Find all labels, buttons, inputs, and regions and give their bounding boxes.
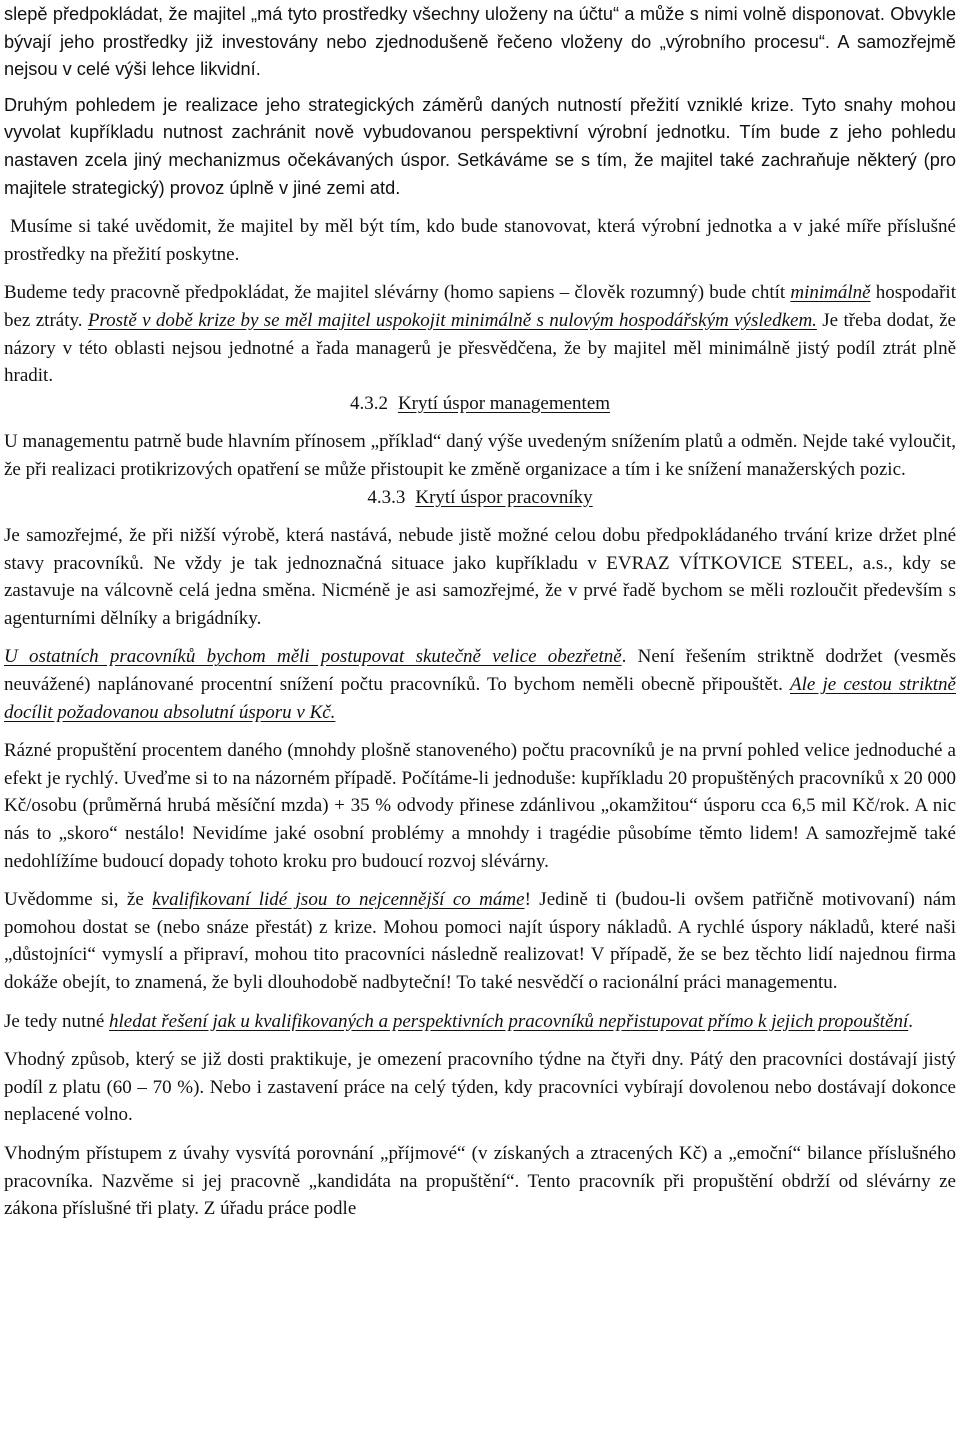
text-run: Je tedy nutné — [4, 1010, 110, 1032]
section-number: 4.3.2 — [349, 392, 388, 414]
paragraph-intro-continuation: slepě předpokládat, že majitel „má tyto prostředky všechny uloženy na účtu“ a může s nimi volně disponovat. Obvykle bývají jeho prostředky již investovány nebo zjednodušeně řečeno vloženy do „výrobního procesu“. A samozřejmě nejsou v celé výši lehce likvidní. — [4, 4, 956, 80]
text-run: ! Jedině ti (budou-li ovšem patřičně motivovaní) nám pomohou dostat se (nebo snáze přestát) z krize. Mohou pomoci najít úspory nákladů. A rychlé úspory nákladů, které naši „důstojníci“ vymyslí a připraví, mohou tito pracovníci následně realizovat! V případě, že se bez těchto lidí najednou firma dokáže obejít, to znamená, že byli dlouhodobě nadbyteční! To také nesvědčí o racionální práci managementu. — [4, 889, 957, 993]
text-run: Je třeba dodat, že názory v této oblasti nejsou jednotné a řada managerů je přesvědčena, že by majitel měl minimálně jistý podíl ztrát plně hradit. — [4, 309, 956, 387]
text-run: Budeme tedy pracovně předpokládat, že majitel slévárny (homo sapiens – člověk rozumný) bude chtít — [4, 282, 791, 304]
section-title: Krytí úspor managementem — [397, 392, 611, 414]
section-heading-4-3-2 — [4, 390, 956, 418]
section-title: Krytí úspor pracovníky — [415, 486, 593, 508]
emphasis-minimalne: minimálně — [790, 282, 871, 304]
paragraph-workforce-reduction: Je samozřejmé, že při nižší výrobě, která nastává, nebude jistě možné celou dobu předpokládaného trvání krize držet plné stavy pracovníků. Ne vždy je tak jednoznačná situace jako kupříkladu v EVRAZ VÍTKOVICE STEEL, a.s., kdy se zastavuje na válcovně celá jedna směna. Nicméně je asi samozřejmé, že v prvé řadě bychom se měli rozloučit především s agenturními dělníky a brigádníky. — [4, 525, 956, 629]
section-heading-4-3-3 — [4, 484, 956, 512]
paragraph-income-balance: Vhodným přístupem z úvahy vysvítá porovnání „příjmové“ (v získaných a ztracených Kč) a „emoční“ bilance příslušného pracovníka. Nazvěme si jej pracovně „kandidáta na propuštění“. Tento pracovník při propuštění obdrží od slévárny ze zákona příslušné tři platy. Z úřadu práce podle — [4, 1142, 956, 1220]
emphasis-qualified-people: kvalifikovaní lidé jsou to nejcennější co máme — [152, 889, 525, 911]
paragraph-management: U managementu patrně bude hlavním přínosem „příklad“ daný výše uvedeným snížením platů a odměn. Nejde také vyloučit, že při realizaci protikrizových opatření se může přistoupit ke změně organizace a tím i ke snížení manažerských pozic. — [4, 431, 956, 480]
paragraph-qualified-people — [4, 886, 956, 996]
emphasis-owner-result: Prostě v době krize by se měl majitel uspokojit minimálně s nulovým hospodářským výsledkem. — [87, 309, 817, 331]
text-run: Uvědomme si, že — [4, 889, 153, 911]
emphasis-careful: U ostatních pracovníků bychom měli postupovat skutečně velice obezřetně — [4, 646, 622, 668]
section-number: 4.3.3 — [367, 486, 406, 508]
text-run: . Není řešením striktně dodržet (vesměs neuvážené) naplánované procentní snížení počtu pracovníků. To bychom neměli obecně připouštět. — [4, 646, 956, 696]
emphasis-seek-solution: hledat řešení jak u kvalifikovaných a perspektivních pracovníků nepřistupovat přímo k jejich propouštění — [109, 1010, 909, 1032]
text-run: hospodařit bez ztráty. — [4, 282, 956, 331]
paragraph-owner-decision: Musíme si také uvědomit, že majitel by měl být tím, kdo bude stanovovat, která výrobní jednotka a v jaké míře příslušné prostředky na přežití poskytne. — [4, 216, 956, 265]
paragraph-four-day-week: Vhodný způsob, který se již dosti praktikuje, je omezení pracovního týdne na čtyři dny. Pátý den pracovníci dostávají jistý podíl z platu (60 – 70 %). Nebo i zastavení práce na celý týden, kdy pracovníci vybírají dovolenou nebo dostávají dokonce neplacené volno. — [4, 1049, 956, 1126]
paragraph-layoff-example: Rázné propuštění procentem daného (mnohdy plošně stanoveného) počtu pracovníků je na první pohled velice jednoduché a efekt je rychlý. Uveďme si to na názorném případě. Počítáme-li jednoduše: kupříkladu 20 propuštěných pracovníků x 20 000 Kč/osobu (průměrná hrubá měsíční mzda) + 35 % odvody přinese zdánlivou „okamžitou“ úsporu cca 6,5 mil Kč/rok. A nic nás to „skoro“ nestálo! Nevidíme jaké osobní problémy a mnohdy i tragédie působíme těmto lidem! A samozřejmě také nedohlížíme budoucí dopady tohoto kroku pro budoucí rozvoj slévárny. — [4, 740, 956, 872]
paragraph-careful-approach — [4, 643, 956, 726]
text-run: . — [908, 1010, 913, 1032]
paragraph-seek-solution — [4, 1008, 956, 1036]
paragraph-strategic-view: Druhým pohledem je realizace jeho strategických záměrů daných nutností přežití vzniklé krize. Tyto snahy mohou vyvolat kupříkladu nutnost zachránit nově vybudovanou perspektivní výrobní jednotku. Tím bude z jeho pohledu nastaven zcela jiný mechanizmus očekávaných úspor. Setkáváme se s tím, že majitel také zachraňuje některý (pro majitele strategický) provoz úplně v jiné zemi atd. — [4, 94, 956, 198]
paragraph-owner-assumption — [4, 279, 956, 389]
emphasis-absolute-saving: Ale je cestou striktně docílit požadovanou absolutní úsporu v Kč. — [4, 674, 956, 723]
